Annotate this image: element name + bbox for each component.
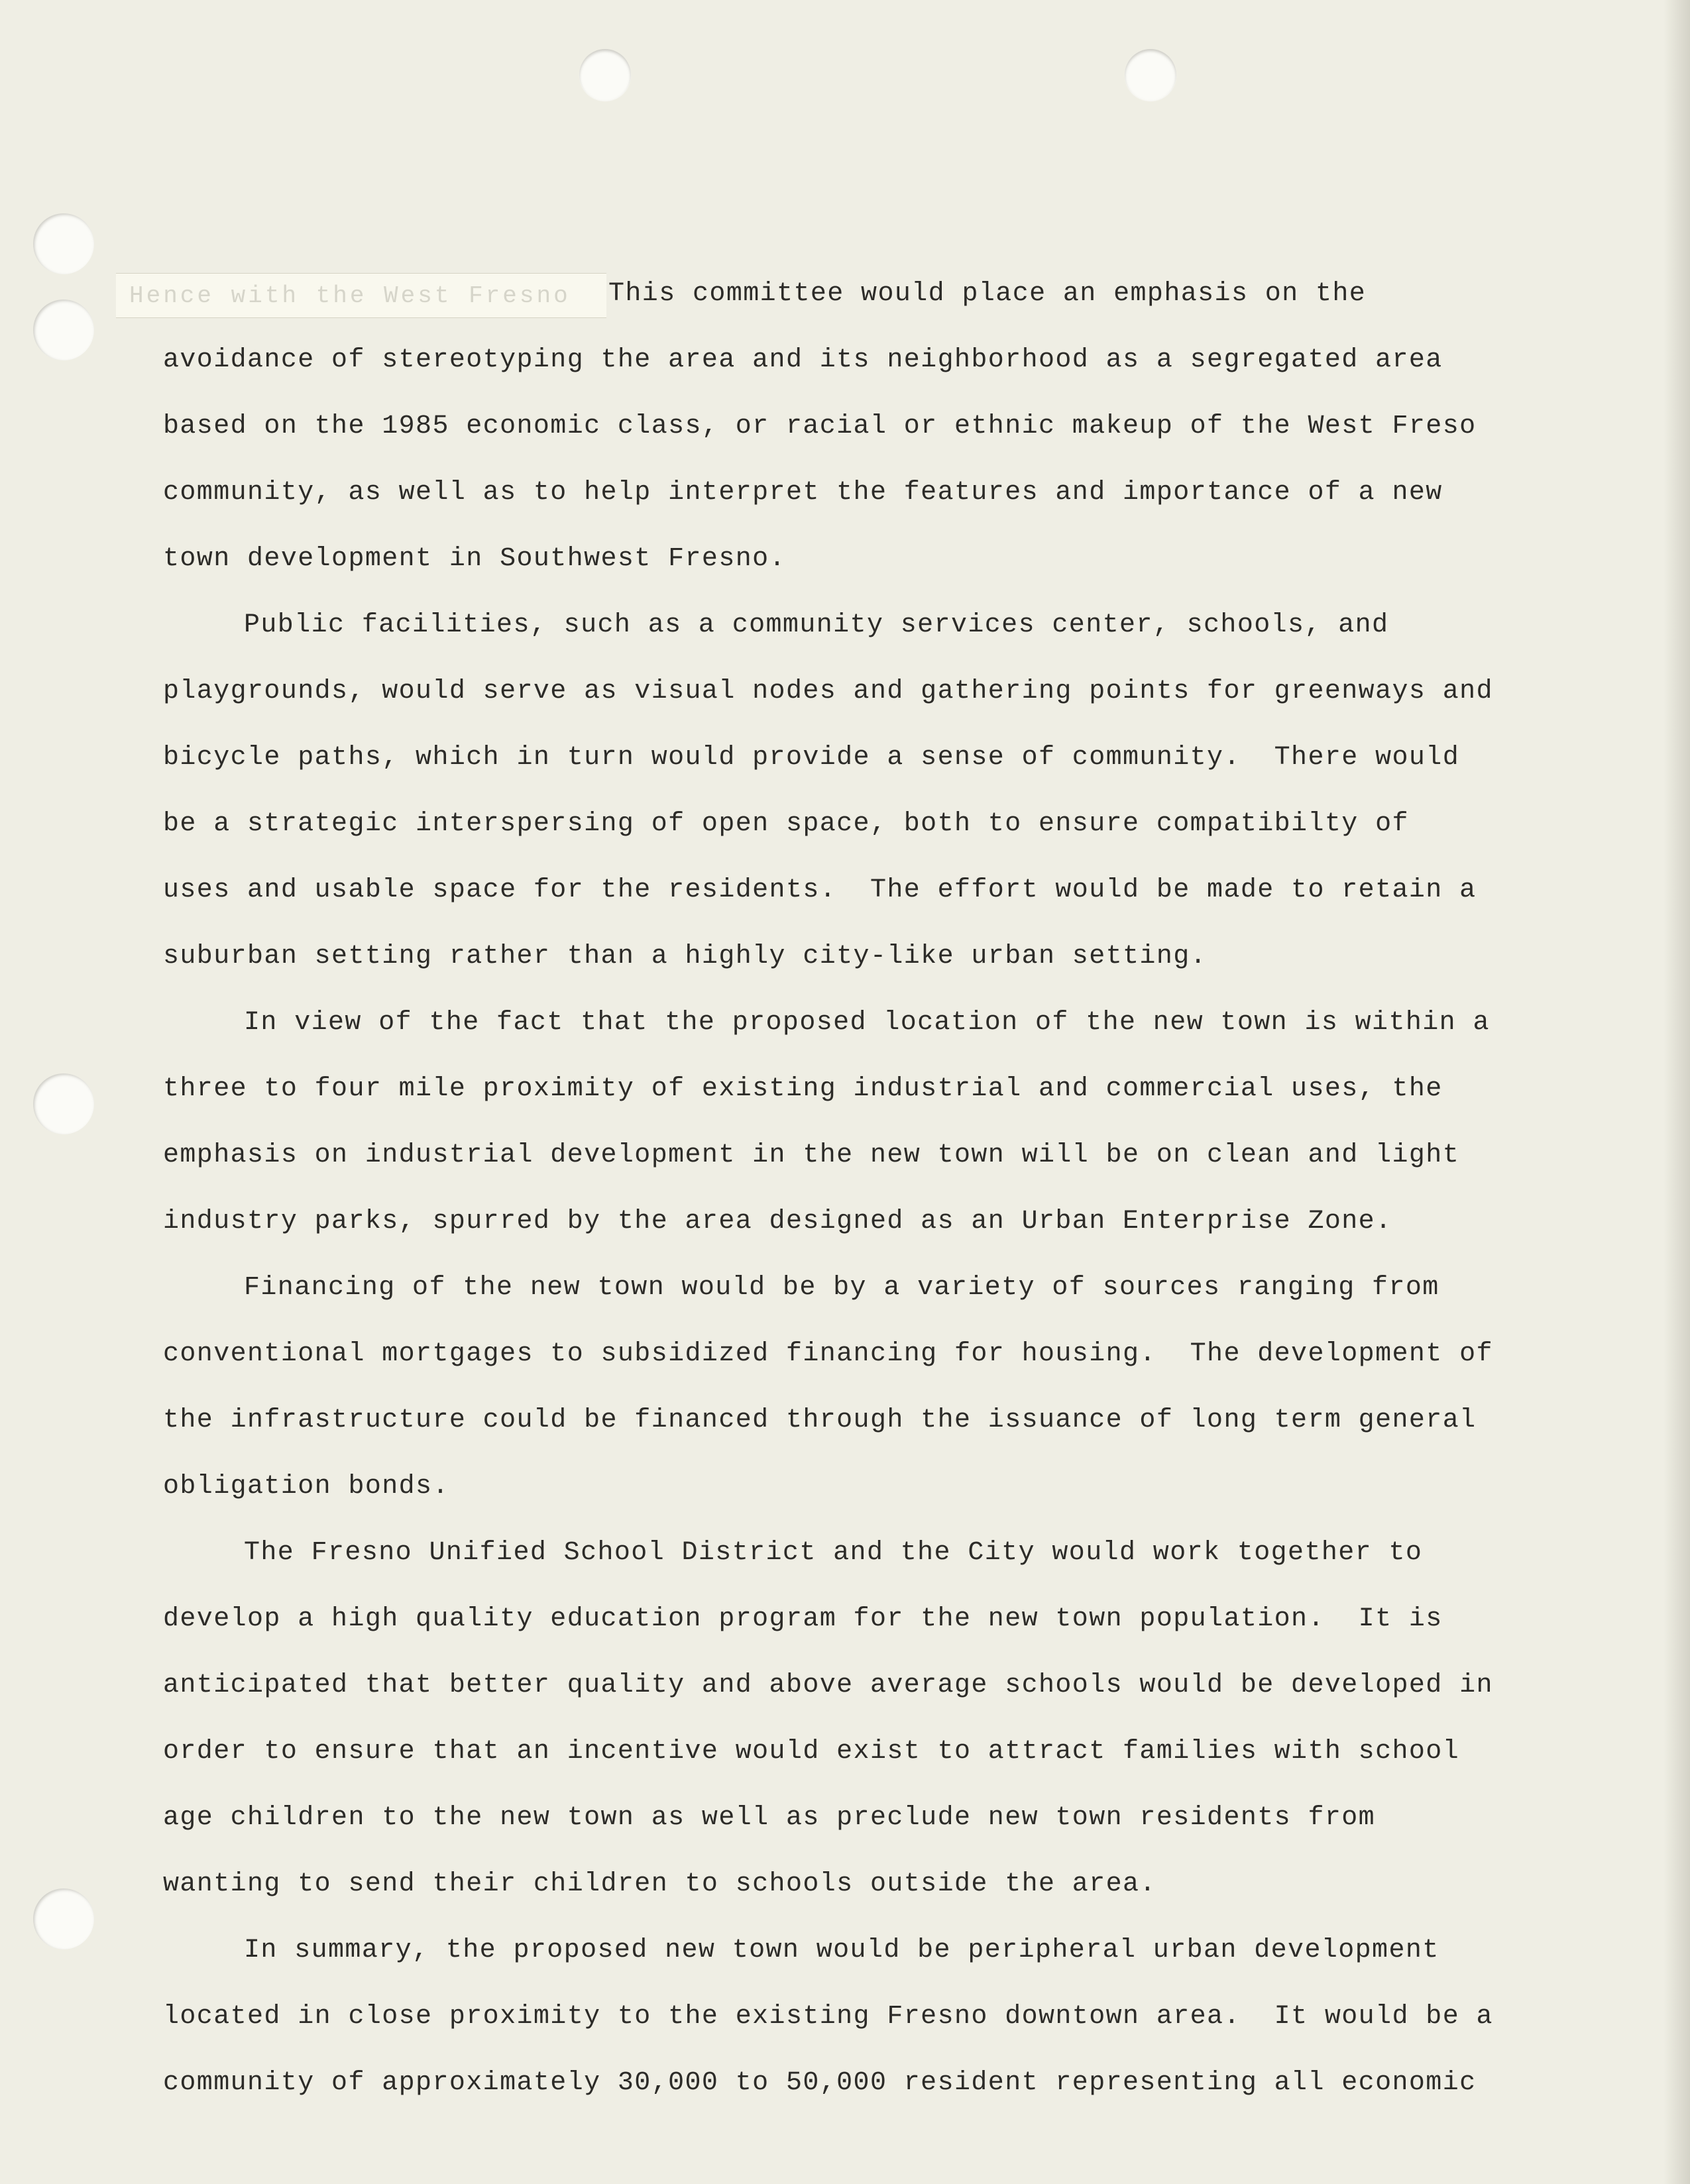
text-line: suburban setting rather than a highly city-like urban setting. bbox=[163, 942, 1208, 971]
text-line: located in close proximity to the existing Fresno downtown area. It would be a bbox=[163, 2002, 1493, 2032]
text-line: town development in Southwest Fresno. bbox=[163, 544, 786, 574]
text-line: anticipated that better quality and above average schools would be developed in bbox=[163, 1670, 1493, 1700]
text-line: uses and usable space for the residents. The effort would be made to retain a bbox=[163, 875, 1477, 905]
text-line: In summary, the proposed new town would be peripheral urban development bbox=[244, 1936, 1439, 1965]
top-punch-hole-right bbox=[1125, 49, 1176, 101]
binder-hole-3 bbox=[33, 1073, 94, 1134]
text-line: emphasis on industrial development in the new town will be on clean and light bbox=[163, 1140, 1460, 1170]
binder-hole-2 bbox=[33, 300, 94, 360]
text-line: industry parks, spurred by the area designed as an Urban Enterprise Zone. bbox=[163, 1207, 1392, 1236]
text-line: order to ensure that an incentive would exist to attract families with school bbox=[163, 1737, 1460, 1767]
text-line: avoidance of stereotyping the area and its neighborhood as a segregated area bbox=[163, 345, 1443, 375]
text-line: based on the 1985 economic class, or racial or ethnic makeup of the West Freso bbox=[163, 411, 1477, 441]
text-line: bicycle paths, which in turn would provide a sense of community. There would bbox=[163, 743, 1460, 773]
text-line: the infrastructure could be financed through the issuance of long term general bbox=[163, 1405, 1477, 1435]
text-line: age children to the new town as well as preclude new town residents from bbox=[163, 1803, 1376, 1833]
text-line: The Fresno Unified School District and the City would work together to bbox=[244, 1538, 1423, 1568]
text-line: develop a high quality education program for the new town population. It is bbox=[163, 1604, 1443, 1634]
text-line: Public facilities, such as a community services center, schools, and bbox=[244, 610, 1389, 640]
text-line: community of approximately 30,000 to 50,000 resident representing all economic bbox=[163, 2068, 1477, 2098]
text-line: three to four mile proximity of existing industrial and commercial uses, the bbox=[163, 1074, 1443, 1104]
text-line: Financing of the new town would be by a variety of sources ranging from bbox=[244, 1273, 1439, 1303]
text-line: be a strategic interspersing of open space, both to ensure compatibilty of bbox=[163, 809, 1409, 839]
text-line: In view of the fact that the proposed location of the new town is within a bbox=[244, 1008, 1490, 1038]
text-line: community, as well as to help interpret the features and importance of a new bbox=[163, 478, 1443, 508]
binder-hole-4 bbox=[33, 1888, 94, 1949]
text-line: conventional mortgages to subsidized financing for housing. The development of bbox=[163, 1339, 1493, 1369]
binder-hole-1 bbox=[33, 213, 94, 274]
text-line: obligation bonds. bbox=[163, 1472, 449, 1502]
page-edge-shadow bbox=[1663, 0, 1690, 2184]
text-line: This committee would place an emphasis on the bbox=[608, 279, 1367, 309]
struck-out-text: Hence with the West Fresno bbox=[129, 282, 571, 309]
text-line: playgrounds, would serve as visual nodes and gathering points for greenways and bbox=[163, 677, 1493, 706]
text-line: wanting to send their children to schools outside the area. bbox=[163, 1869, 1156, 1899]
top-punch-hole-left bbox=[579, 49, 631, 101]
